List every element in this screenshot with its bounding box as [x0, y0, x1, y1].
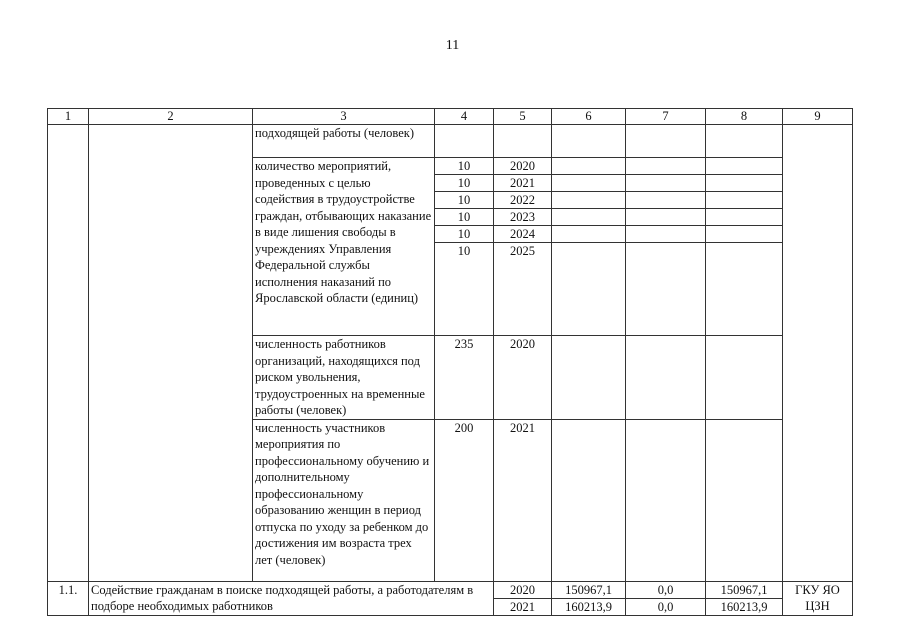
amount-cell: 160213,9: [720, 599, 768, 614]
empty-stack: [706, 158, 783, 336]
value-cell: 10: [435, 226, 493, 243]
cell-empty: [626, 419, 706, 581]
value-cell: 10: [435, 209, 493, 226]
cell-col1-merged: [48, 125, 89, 582]
year-cell: 2020: [494, 582, 551, 599]
amount-cell: 150967,1: [706, 582, 782, 599]
budget-table: [47, 108, 853, 616]
year-cell: 2024: [494, 226, 551, 243]
years-stack: [494, 581, 552, 615]
cell-empty: [494, 125, 552, 158]
col8-stack: [706, 581, 783, 615]
amount-cell: 0,0: [657, 599, 674, 614]
year-cell: 2020: [494, 336, 552, 420]
year-cell: 2021: [494, 419, 552, 581]
table-row: [48, 581, 853, 615]
cell-empty: [706, 336, 783, 420]
year-cell: 2021: [494, 175, 551, 192]
col-header-6: 6: [552, 109, 626, 125]
empty-stack: [626, 158, 706, 336]
amount-cell: 160213,9: [565, 599, 612, 614]
indicator-text: численность работников организаций, находящихся под риском увольнения, трудоустроенных на временные работы (человек): [253, 336, 435, 420]
year-cell: 2025: [510, 244, 535, 258]
indicator-text: подходящей работы (человек): [253, 125, 435, 158]
indicator-text: численность участников мероприятия по профессиональному обучению и дополнительному профессиональному образованию женщин в период отпуска по уходу за ребенком до достижения им возраста трех лет (человек): [253, 419, 435, 581]
cell-empty: [706, 419, 783, 581]
column-number-row: [48, 109, 853, 125]
col-header-7: 7: [626, 109, 706, 125]
cell-empty: [552, 336, 626, 420]
item-number: 1.1.: [48, 581, 89, 615]
empty-stack: [552, 158, 626, 336]
value-cell: 10: [435, 158, 493, 175]
col-header-4: 4: [435, 109, 494, 125]
year-cell: 2022: [494, 192, 551, 209]
indicator-text: количество мероприятий, проведенных с целью содействия в трудоустройстве граждан, отбывающих наказание в виде лишения свободы в учреждениях Управления Федеральной службы исполнения наказаний по Ярославской области (единиц): [253, 158, 435, 336]
col-header-2: 2: [89, 109, 253, 125]
year-cell: 2023: [494, 209, 551, 226]
amount-cell: 150967,1: [552, 582, 625, 599]
cell-empty: [552, 125, 626, 158]
value-cell: 10: [435, 192, 493, 209]
col-header-9: 9: [783, 109, 853, 125]
value-cell: 10: [435, 175, 493, 192]
years-stack: [494, 158, 552, 336]
amount-cell: 0,0: [626, 582, 705, 599]
col-header-3: 3: [253, 109, 435, 125]
table-row: [48, 125, 853, 158]
value-cell: 200: [435, 419, 494, 581]
item-title: Содействие гражданам в поиске подходящей работы, а работодателям в подборе необходимых работников: [89, 581, 494, 615]
cell-empty: [552, 419, 626, 581]
year-cell: 2021: [510, 599, 535, 614]
value-cell: 10: [457, 244, 471, 258]
cell-empty: [626, 336, 706, 420]
values-stack: [435, 158, 494, 336]
executor-cell: ГКУ ЯО ЦЗН: [783, 581, 853, 615]
col7-stack: [626, 581, 706, 615]
cell-empty: [706, 125, 783, 158]
cell-empty: [435, 125, 494, 158]
cell-col2-merged: [89, 125, 253, 582]
col6-stack: [552, 581, 626, 615]
page-number: 11: [445, 38, 460, 53]
col-header-8: 8: [706, 109, 783, 125]
cell-empty: [626, 125, 706, 158]
value-cell: 235: [435, 336, 494, 420]
cell-col9-merged: [783, 125, 853, 582]
col-header-1: 1: [48, 109, 89, 125]
col-header-5: 5: [494, 109, 552, 125]
year-cell: 2020: [494, 158, 551, 175]
